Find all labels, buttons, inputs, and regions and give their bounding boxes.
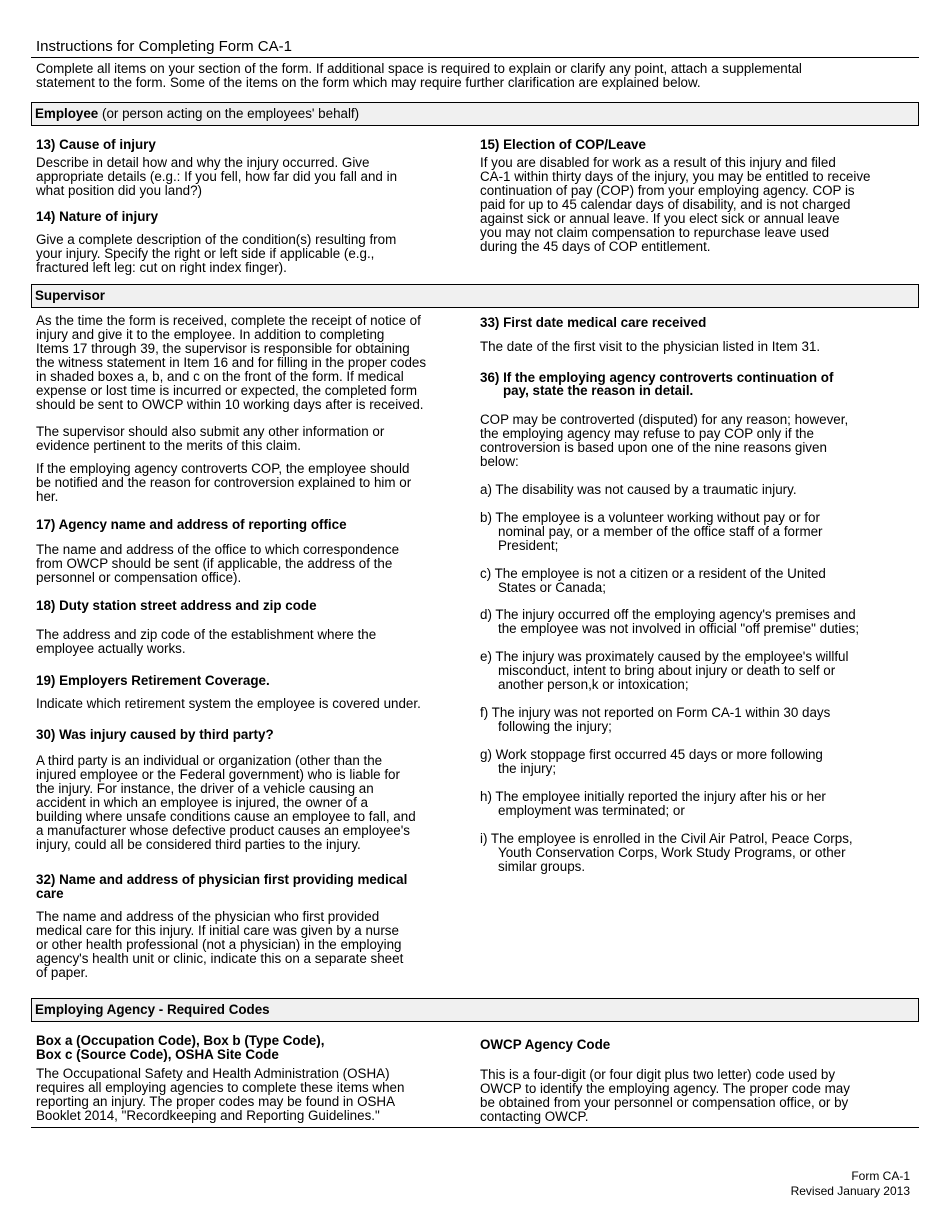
item-17-text: The name and address of the office to which correspondence from OWCP should be sent (if applicable, the address of the personnel or compensation office). [36,542,400,585]
agency-section-header [31,998,919,1022]
reason-b: b) The employee is a volunteer working without pay or for nominal pay, or a member of the office staff of a former President; [480,510,823,553]
footer-revision: Revised January 2013 [790,1184,910,1198]
supervisor-para-3: If the employing agency controverts COP, the employee should be notified and the reason for controversion explained to him or her. [36,461,412,504]
supervisor-heading: Supervisor [35,288,105,303]
reason-i: i) The employee is enrolled in the Civil Air Patrol, Peace Corps, Youth Conservation Corps, Work Study Programs, or other similar groups. [480,831,853,874]
employee-heading-bold: Employee [35,106,99,121]
owcp-code-text: This is a four-digit (or four digit plus two letter) code used by OWCP to identify the employing agency. The proper code may be obtained from your personnel or compensation office, or by contacting OWCP. [480,1067,850,1124]
reason-h: h) The employee initially reported the injury after his or her employment was terminated; or [480,789,826,818]
item-33-title: 33) First date medical care received [480,315,707,330]
supervisor-para-2: The supervisor should also submit any other information or evidence pertinent to the merits of this claim. [36,424,385,453]
item-15-text: If you are disabled for work as a result of this injury and filed CA-1 within thirty days of the injury, you may be entitled to receive continuation of pay (COP) from your employing agency. COP is paid for up to 45 calendar days of disability, and is not charged against sick or annual leave. If you elect sick or annual leave you may not claim compensation to repurchase leave used during the 45 days of COP entitlement. [480,155,871,254]
reason-c: c) The employee is not a citizen or a resident of the United States or Canada; [480,566,826,595]
item-13-title: 13) Cause of injury [36,137,156,152]
item-33-text: The date of the first visit to the physician listed in Item 31. [480,339,821,354]
item-36-title-line-1: 36) If the employing agency controverts continuation of [480,370,834,385]
owcp-code-title: OWCP Agency Code [480,1037,611,1052]
supervisor-section-header [31,284,919,308]
item-30-text: A third party is an individual or organization (other than the injured employee or the Federal government) who is liable for the injury. For instance, the driver of a vehicle causing an accident in which an employee is injured, the owner of a building where unsafe conditions cause an employee to fall, and a manufacturer whose defective product causes an employee's injury, could all be considered third parties to the injury. [36,753,416,852]
employee-section-header [31,102,919,126]
item-13-text: Describe in detail how and why the injury occurred. Give appropriate details (e.g.: If you fell, how far did you fall and in what position did you land?) [36,155,398,198]
item-14-title: 14) Nature of injury [36,209,159,224]
reason-d: d) The injury occurred off the employing agency's premises and the employee was not involved in official "off premise" duties; [480,607,860,636]
item-30-title: 30) Was injury caused by third party? [36,727,274,742]
item-15-title: 15) Election of COP/Leave [480,137,646,152]
item-17-title: 17) Agency name and address of reporting office [36,517,347,532]
box-codes-title: Box a (Occupation Code), Box b (Type Code), Box c (Source Code), OSHA Site Code [36,1033,325,1062]
box-codes-text: The Occupational Safety and Health Administration (OSHA) requires all employing agencies to complete these items when reporting an injury. The proper codes may be found in OSHA Booklet 2014, "Recordkeeping and Reporting Guidelines." [36,1066,405,1123]
reason-f: f) The injury was not reported on Form CA-1 within 30 days following the injury; [480,705,831,734]
item-19-text: Indicate which retirement system the employee is covered under. [36,696,421,711]
page-title: Instructions for Completing Form CA-1 [36,38,292,55]
footer-form-id: Form CA-1 [851,1169,910,1183]
item-19-title: 19) Employers Retirement Coverage. [36,673,270,688]
item-18-text: The address and zip code of the establishment where the employee actually works. [36,627,377,656]
item-32-title: 32) Name and address of physician first providing medical care [36,872,408,901]
reason-g: g) Work stoppage first occurred 45 days or more following the injury; [480,747,823,776]
supervisor-para-1: As the time the form is received, complete the receipt of notice of injury and give it to the employee. In addition to completing Items 17 through 39, the supervisor is responsible for obtaining the witness statement in Item 16 and for filling in the proper codes in shaded boxes a, b, and c on the front of the form. If medical expense or lost time is incurred or expected, the completed form should be sent to OWCP within 10 working days after is received. [36,313,427,412]
item-18-title: 18) Duty station street address and zip code [36,598,317,613]
bottom-divider [31,1127,919,1128]
agency-heading: Employing Agency - Required Codes [35,1002,270,1017]
item-32-text: The name and address of the physician who first provided medical care for this injury. If initial care was given by a nurse or other health professional (not a physician) in the employing agency's health unit or clinic, indicate this on a separate sheet of paper. [36,909,404,980]
reason-e: e) The injury was proximately caused by the employee's willful misconduct, intent to bring about injury or death to self or another person,k or intoxication; [480,649,849,692]
intro-text: Complete all items on your section of the form. If additional space is required to explain or clarify any point, attach a supplemental statement to the form. Some of the items on the form which may require further clarification are explained below. [36,61,802,90]
item-36-title-line-2: pay, state the reason in detail. [503,383,694,398]
reason-a: a) The disability was not caused by a traumatic injury. [480,482,797,497]
title-divider [31,57,919,58]
item-14-text: Give a complete description of the condition(s) resulting from your injury. Specify the right or left side if applicable (e.g., fractured left leg: cut on right index finger). [36,232,397,275]
employee-heading-rest: (or person acting on the employees' behalf) [98,106,360,121]
item-36-text: COP may be controverted (disputed) for any reason; however, the employing agency may refuse to pay COP only if the controversion is based upon one of the nine reasons given below: [480,412,849,469]
